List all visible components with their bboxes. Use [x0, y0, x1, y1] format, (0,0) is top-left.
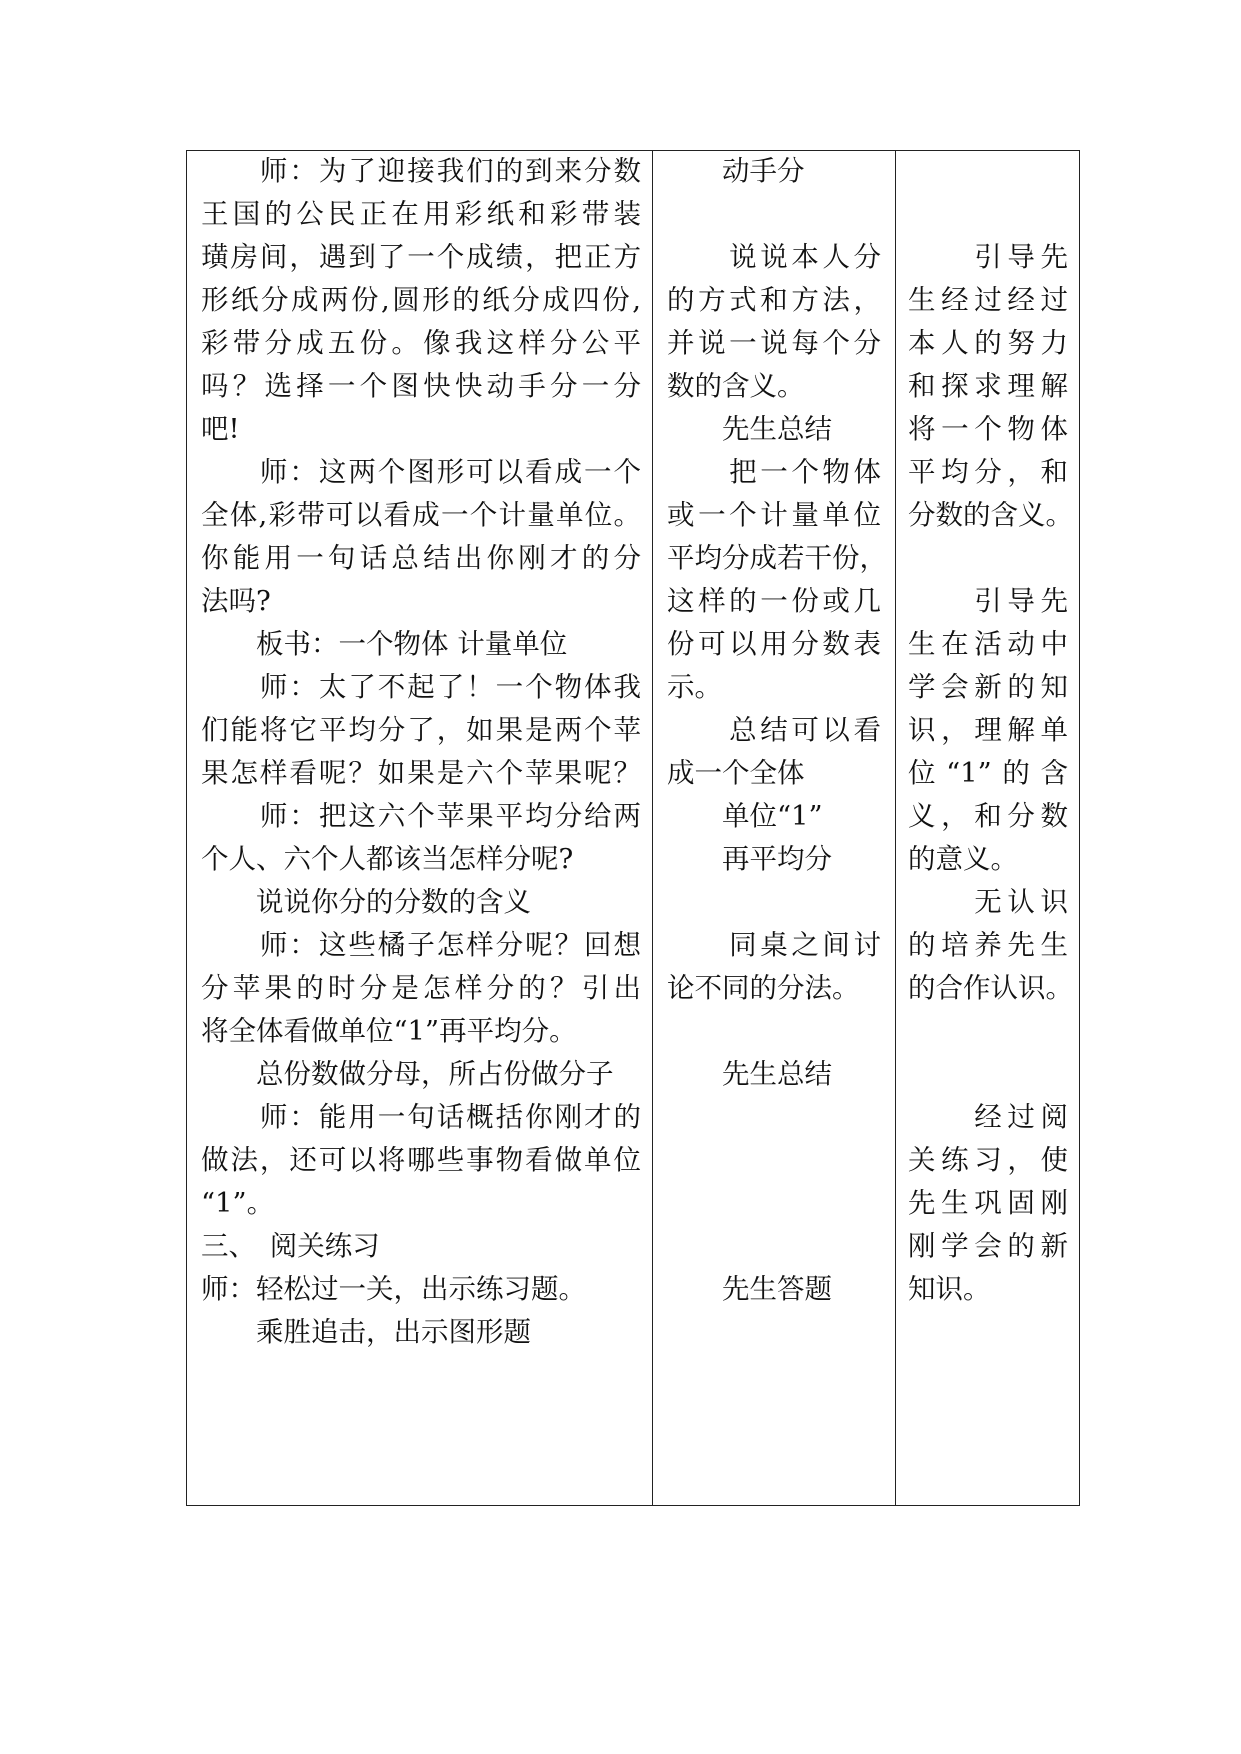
text-line: 吧! — [201, 413, 240, 445]
text-line: 义，和分数 — [908, 800, 1068, 832]
text-line: 师：轻松过一关，出示练习题。 — [201, 1273, 586, 1305]
text-line: 论不同的分法。 — [667, 972, 860, 1004]
text-line: 知识。 — [908, 1273, 991, 1305]
text-line: 总结可以看 — [667, 714, 881, 746]
text-line: 平均分，和 — [908, 456, 1068, 488]
text-line: 引导先 — [908, 241, 1068, 273]
text-line: 学会新的知 — [908, 671, 1068, 703]
text-line: 乘胜追击，出示图形题 — [201, 1316, 531, 1348]
text-line: 总份数做分母，所占份做分子 — [201, 1058, 614, 1090]
text-line: 将一个物体 — [908, 413, 1068, 445]
text-line: 单位“1” — [667, 800, 823, 832]
section-heading: 三、 阅关练习 — [201, 1230, 380, 1262]
text-line: 的合作认识。 — [908, 972, 1073, 1004]
text-line: 做法，还可以将哪些事物看做单位 — [201, 1144, 641, 1176]
text-line: 先生答题 — [667, 1273, 832, 1305]
text-line: 板书：一个物体 计量单位 — [201, 628, 568, 660]
text-line: 个人、六个人都该当怎样分呢? — [201, 843, 574, 875]
text-line: 平均分成若干份， — [667, 542, 887, 574]
text-line: 师：太了不起了！一个物体我 — [201, 671, 641, 703]
text-line: 这样的一份或几 — [667, 585, 881, 617]
text-line: 刚学会的新 — [908, 1230, 1068, 1262]
text-line: 识，理解单 — [908, 714, 1068, 746]
text-line: 或一个计量单位 — [667, 499, 881, 531]
design-intent-column — [895, 151, 1081, 1505]
text-line: 动手分 — [667, 155, 805, 187]
text-line: 数的含义。 — [667, 370, 805, 402]
text-line: 说说你分的分数的含义 — [201, 886, 531, 918]
text-line: 说说本人分 — [667, 241, 881, 273]
teacher-activity-column — [187, 151, 652, 1505]
text-line: 关练习，使 — [908, 1144, 1068, 1176]
text-line: 本人的努力 — [908, 327, 1068, 359]
text-line: 王国的公民正在用彩纸和彩带装 — [201, 198, 641, 230]
text-line: 无认识 — [908, 886, 1068, 918]
text-line: 形纸分成两份,圆形的纸分成四份, — [201, 284, 641, 316]
text-line: 把一个物体 — [667, 456, 881, 488]
text-line: 全体,彩带可以看成一个计量单位。 — [201, 499, 641, 531]
text-line: 你能用一句话总结出你刚才的分 — [201, 542, 641, 574]
text-line: 的方式和方法， — [667, 284, 881, 316]
text-line: “1”。 — [201, 1187, 275, 1219]
text-line: 先生总结 — [667, 1058, 832, 1090]
text-line: 再平均分 — [667, 843, 832, 875]
text-line: 的培养先生 — [908, 929, 1068, 961]
text-line: 生在活动中 — [908, 628, 1068, 660]
text-line: 师：为了迎接我们的到来分数 — [201, 155, 641, 187]
text-line: 并说一说每个分 — [667, 327, 881, 359]
text-line: 吗？选择一个图快快动手分一分 — [201, 370, 641, 402]
text-line: 位“1”的含 — [908, 757, 1068, 789]
text-line: 份可以用分数表 — [667, 628, 881, 660]
text-line: 师：能用一句话概括你刚才的 — [201, 1101, 641, 1133]
text-line: 先生巩固刚 — [908, 1187, 1068, 1219]
text-line: 师：这些橘子怎样分呢？回想 — [201, 929, 641, 961]
text-line: 分苹果的时分是怎样分的？引出 — [201, 972, 641, 1004]
text-line: 的意义。 — [908, 843, 1018, 875]
text-line: 璜房间，遇到了一个成绩，把正方 — [201, 241, 641, 273]
student-activity-column — [652, 151, 895, 1505]
text-line: 经过阅 — [908, 1101, 1068, 1133]
text-line: 们能将它平均分了，如果是两个苹 — [201, 714, 641, 746]
text-line: 果怎样看呢？如果是六个苹果呢？ — [201, 757, 641, 789]
text-line: 法吗? — [201, 585, 271, 617]
text-line: 成一个全体 — [667, 757, 805, 789]
text-line: 和探求理解 — [908, 370, 1068, 402]
text-line: 分数的含义。 — [908, 499, 1073, 531]
text-line: 同桌之间讨 — [667, 929, 881, 961]
text-line: 彩带分成五份。像我这样分公平 — [201, 327, 641, 359]
text-line: 示。 — [667, 671, 722, 703]
text-line: 引导先 — [908, 585, 1068, 617]
text-line: 先生总结 — [667, 413, 832, 445]
text-line: 将全体看做单位“1”再平均分。 — [201, 1015, 577, 1047]
text-line: 师：把这六个苹果平均分给两 — [201, 800, 641, 832]
lesson-plan-table — [186, 150, 1080, 1506]
text-line: 师：这两个图形可以看成一个 — [201, 456, 641, 488]
text-line: 生经过经过 — [908, 284, 1068, 316]
